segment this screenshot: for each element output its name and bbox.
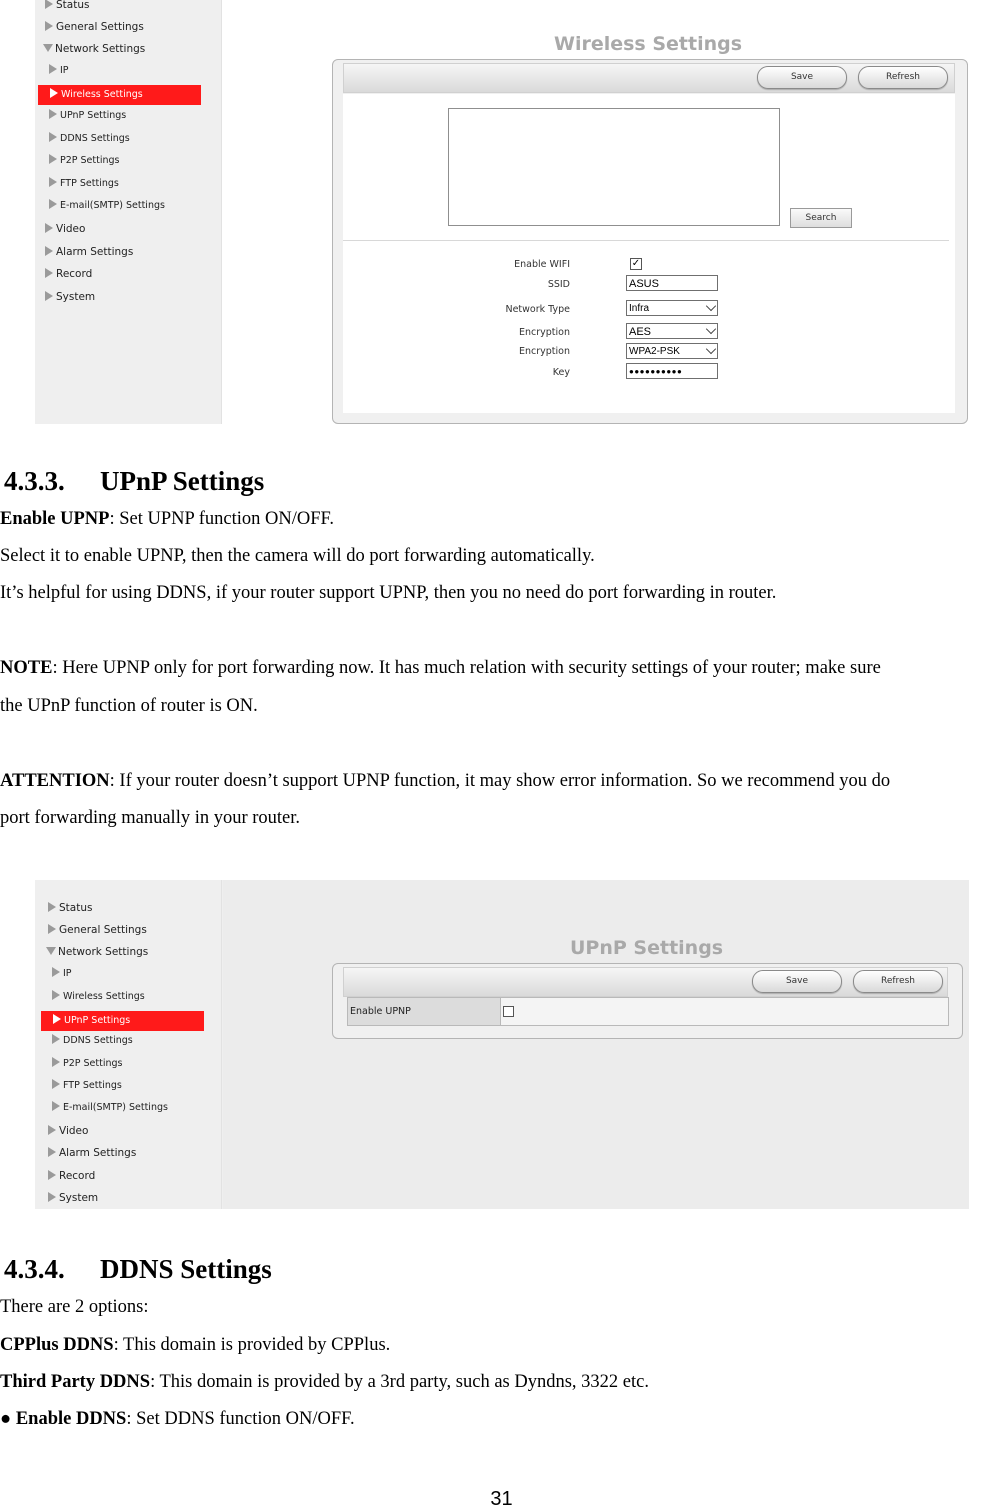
expand-arrow-icon xyxy=(48,1125,56,1135)
nav-ddns-settings[interactable]: DDNS Settings xyxy=(52,1033,133,1049)
toolbar xyxy=(343,967,948,997)
paragraph-line: Select it to enable UPNP, then the camera will do port forwarding automatically. xyxy=(0,546,595,566)
key-input[interactable]: ●●●●●●●●●● xyxy=(626,363,718,379)
third-party-ddns-line xyxy=(0,1372,649,1393)
enable-upnp-row xyxy=(347,997,949,1026)
nav-system[interactable]: System xyxy=(48,1190,98,1206)
section-number: 4.3.3. xyxy=(4,466,65,496)
encryption-select[interactable] xyxy=(626,323,718,339)
encryption-value: AES xyxy=(629,326,652,338)
paragraph-line: the UPnP function of router is ON. xyxy=(0,696,258,716)
enable-wifi-label: Enable WIFI xyxy=(514,259,570,270)
section-number: 4.3.4. xyxy=(4,1254,65,1284)
nav-email-settings[interactable]: E-mail(SMTP) Settings xyxy=(52,1100,168,1116)
enable-wifi-checkbox[interactable]: ✓ xyxy=(631,258,641,269)
expand-arrow-icon xyxy=(49,177,57,187)
section-434-heading xyxy=(4,1254,272,1285)
expand-arrow-icon xyxy=(53,1014,61,1024)
nav-network-settings[interactable]: Network Settings xyxy=(46,944,148,960)
panel-title: Wireless Settings xyxy=(554,33,743,55)
nav-ftp-settings[interactable]: FTP Settings xyxy=(49,176,119,192)
encryption-mode-select[interactable] xyxy=(626,343,718,359)
settings-frame xyxy=(332,963,963,1039)
nav-status[interactable]: Status xyxy=(48,900,92,916)
expand-arrow-icon xyxy=(50,88,58,98)
upnp-settings-screenshot xyxy=(35,880,969,1209)
form-body xyxy=(343,94,955,413)
chevron-down-icon xyxy=(706,324,716,334)
expand-arrow-icon xyxy=(52,967,60,977)
encryption-label: Encryption xyxy=(518,327,570,338)
expand-arrow-icon xyxy=(49,64,57,74)
bullet-icon: ● xyxy=(0,1409,12,1429)
attention-text: : If your router doesn’t support UPNP function, it may show error information. So we recommend you do xyxy=(109,771,891,791)
nav-wireless-settings[interactable]: Wireless Settings xyxy=(52,989,145,1005)
nav-status[interactable]: Status xyxy=(45,0,89,13)
search-button[interactable]: Search xyxy=(790,208,852,228)
encryption-mode-value: WPA2-PSK xyxy=(629,346,680,357)
save-button[interactable]: Save xyxy=(752,970,842,993)
expand-arrow-icon xyxy=(52,1101,60,1111)
nav-general-settings[interactable]: General Settings xyxy=(45,19,144,35)
nav-email-settings[interactable]: E-mail(SMTP) Settings xyxy=(49,198,165,214)
chevron-down-icon xyxy=(706,301,716,311)
expand-arrow-icon xyxy=(49,199,57,209)
refresh-button[interactable]: Refresh xyxy=(858,66,948,89)
term: CPPlus DDNS xyxy=(0,1335,114,1355)
expand-arrow-icon xyxy=(52,990,60,1000)
paragraph-line: port forwarding manually in your router. xyxy=(0,808,301,828)
term: Third Party DDNS xyxy=(0,1372,151,1392)
expand-arrow-icon xyxy=(52,1034,60,1044)
paragraph-line: It’s helpful for using DDNS, if your router support UPNP, then you no need do port forwarding in router. xyxy=(0,583,777,603)
nav-ip[interactable]: IP xyxy=(49,63,69,79)
definition: : Set UPNP function ON/OFF. xyxy=(109,509,334,529)
note-line xyxy=(0,658,1003,679)
attention-line xyxy=(0,771,890,792)
nav-upnp-settings[interactable]: UPnP Settings xyxy=(41,1011,204,1031)
note-text: : Here UPNP only for port forwarding now. It has much relation with security settings of your router; make sure xyxy=(52,658,881,678)
definition: : This domain is provided by a 3rd party, such as Dyndns, 3322 etc. xyxy=(150,1372,649,1392)
term: Enable UPNP xyxy=(0,509,110,529)
expand-arrow-icon xyxy=(48,1147,56,1157)
expand-arrow-icon xyxy=(52,1057,60,1067)
ssid-label: SSID xyxy=(547,279,570,290)
expand-arrow-icon xyxy=(48,902,56,912)
nav-general-settings[interactable]: General Settings xyxy=(48,922,147,938)
toolbar xyxy=(343,63,955,93)
cpplus-ddns-line xyxy=(0,1335,390,1356)
section-433-heading xyxy=(4,466,264,497)
divider xyxy=(343,240,949,241)
expand-arrow-icon xyxy=(45,268,53,278)
page-number: 31 xyxy=(490,1488,513,1510)
network-type-label: Network Type xyxy=(505,304,570,315)
expand-arrow-icon xyxy=(52,1079,60,1089)
collapse-arrow-icon xyxy=(43,44,53,52)
ssid-input[interactable]: ASUS xyxy=(626,275,718,291)
network-type-value: Infra xyxy=(629,303,650,314)
enable-upnp-label: Enable UPNP xyxy=(348,998,501,1025)
note-term: NOTE xyxy=(0,658,53,678)
section-title: UPnP Settings xyxy=(100,466,265,496)
expand-arrow-icon xyxy=(45,21,53,31)
expand-arrow-icon xyxy=(45,291,53,301)
wireless-settings-screenshot xyxy=(35,0,969,424)
nav-ddns-settings[interactable]: DDNS Settings xyxy=(49,131,130,147)
nav-alarm-settings[interactable]: Alarm Settings xyxy=(45,244,133,260)
nav-p2p-settings[interactable]: P2P Settings xyxy=(52,1056,123,1072)
section-title: DDNS Settings xyxy=(100,1254,272,1284)
nav-ftp-settings[interactable]: FTP Settings xyxy=(52,1078,122,1094)
nav-ip[interactable]: IP xyxy=(52,966,72,982)
expand-arrow-icon xyxy=(45,223,53,233)
expand-arrow-icon xyxy=(49,132,57,142)
save-button[interactable]: Save xyxy=(757,66,847,89)
expand-arrow-icon xyxy=(48,1192,56,1202)
definition: : Set DDNS function ON/OFF. xyxy=(126,1409,355,1429)
upnp-enable-line xyxy=(0,509,334,530)
expand-arrow-icon xyxy=(49,154,57,164)
nav-system[interactable]: System xyxy=(45,289,95,305)
expand-arrow-icon xyxy=(45,0,53,9)
nav-record[interactable]: Record xyxy=(45,266,92,282)
sidebar xyxy=(35,880,222,1209)
nav-video[interactable]: Video xyxy=(45,221,85,237)
nav-alarm-settings[interactable]: Alarm Settings xyxy=(48,1145,136,1161)
expand-arrow-icon xyxy=(49,109,57,119)
enable-upnp-checkbox[interactable] xyxy=(503,1006,514,1017)
enable-ddns-line xyxy=(0,1409,355,1430)
paragraph-line: There are 2 options: xyxy=(0,1297,149,1317)
main-area xyxy=(223,880,969,1209)
definition: : This domain is provided by CPPlus. xyxy=(113,1335,391,1355)
expand-arrow-icon xyxy=(45,246,53,256)
term: Enable DDNS xyxy=(15,1409,127,1429)
panel-title: UPnP Settings xyxy=(570,937,724,959)
nav-network-settings[interactable]: Network Settings xyxy=(43,41,145,57)
nav-record[interactable]: Record xyxy=(48,1168,95,1184)
settings-frame xyxy=(332,59,968,424)
expand-arrow-icon xyxy=(48,1170,56,1180)
nav-wireless-settings[interactable]: Wireless Settings xyxy=(38,85,201,105)
chevron-down-icon xyxy=(706,344,716,354)
expand-arrow-icon xyxy=(48,924,56,934)
nav-p2p-settings[interactable]: P2P Settings xyxy=(49,153,120,169)
nav-video[interactable]: Video xyxy=(48,1123,88,1139)
refresh-button[interactable]: Refresh xyxy=(853,970,943,993)
sidebar xyxy=(35,0,222,424)
nav-upnp-settings[interactable]: UPnP Settings xyxy=(49,108,126,124)
encryption-mode-label: Encryption xyxy=(518,346,570,357)
collapse-arrow-icon xyxy=(46,947,56,955)
key-label: Key xyxy=(552,367,570,378)
attention-term: ATTENTION xyxy=(0,771,110,791)
network-type-select[interactable] xyxy=(626,300,718,316)
wifi-network-list[interactable] xyxy=(448,108,780,226)
